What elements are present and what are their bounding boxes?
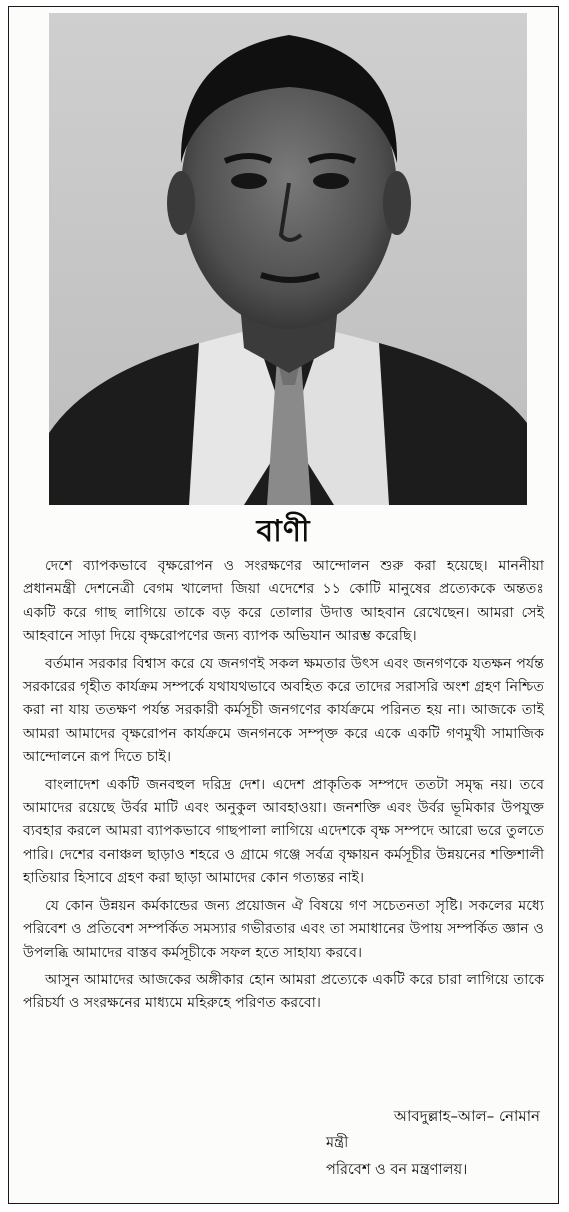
signature-block: [320, 1103, 540, 1184]
signatory-designation: মন্ত্রী: [326, 1135, 349, 1151]
message-paragraph: বর্তমান সরকার বিশ্বাস করে যে জনগণই সকল ক্ষমতার উৎস এবং জনগণকে যতক্ষন পর্যন্ত সরকারের গৃহীত কার্যক্রম সম্পর্কে যথাযথভাবে অবহিত করে তাদের সরাসরি অংশ গ্রহণ নিশ্চিত করা না যায় ততক্ষণ পর্যন্ত সরকারী কর্মসূচী জনগণের কার্যক্রমে পরিনত হয় না। আজকে তাই আমরা আমাদের বৃক্ষরোপন কার্যক্রমে জনগনকে সম্পৃক্ত করে একে একটি গণমুখী সামাজিক আন্দোলনে রূপ দিতে চাই।: [23, 655, 544, 766]
signatory-ministry: পরিবেশ ও বন মন্ত্রণালয়।: [326, 1162, 468, 1178]
message-paragraph: আসুন আমাদের আজকের অঙ্গীকার হোন আমরা প্রত্যেকে একটি করে চারা লাগিয়ে তাকে পরিচর্যা ও সংরক্ষনের মাধ্যমে মহিরুহে পরিণত করবো।: [23, 971, 544, 1012]
portrait-photo: [49, 13, 527, 505]
portrait-image: [49, 13, 527, 505]
signatory-name: আবদুল্লাহ–আল– নোমান: [393, 1107, 540, 1125]
message-body: [23, 555, 544, 1020]
message-paragraph: বাংলাদেশ একটি জনবহুল দরিদ্র দেশ। এদেশ প্রাকৃতিক সম্পদে ততটা সমৃদ্ধ নয়। তবে আমাদের রয়েছে উর্বর মাটি এবং অনুকুল আবহাওয়া। জনশক্তি এবং উর্বর ভূমিকার উপযুক্ত ব্যবহার করলে আমরা ব্যাপকভাবে গাছপালা লাগিয়ে এদেশকে বৃক্ষ সম্পদে আরো ভরে তুলতে পারি। দেশের বনাঞ্চল ছাড়াও শহরে ও গ্রামে গঞ্জে সর্বত্র বৃক্ষায়ন কর্মসূচীর উন্নয়নের শক্তিশালী হাতিয়ার হিসাবে গ্রহণ করা ছাড়া আমাদের কোন গত্যন্তর নাই।: [23, 776, 544, 887]
message-paragraph: দেশে ব্যাপকভাবে বৃক্ষরোপন ও সংরক্ষণের আন্দোলন শুরু করা হয়েছে। মাননীয়া প্রধানমন্ত্রী দেশনেত্রী বেগম খালেদা জিয়া এদেশের ১১ কোটি মানুষের প্রত্যেককে অন্ততঃ একটি করে গাছ লাগিয়ে তাকে বড় করে তোলার উদাত্ত আহবান রেখেছেন। আমরা সেই আহবানে সাড়া দিয়ে বৃক্ষরোপণের জন্য ব্যাপক অভিযান আরম্ভ করেছি।: [23, 558, 544, 645]
message-title: বাণী: [256, 514, 311, 549]
message-card: [8, 6, 559, 1204]
message-paragraph: যে কোন উন্নয়ন কর্মকান্ডের জন্য প্রয়োজন ঐ বিষয়ে গণ সচেতনতা সৃষ্টি। সকলের মধ্যে পরিবেশ ও প্রতিবেশ সম্পর্কিত সমস্যার গভীরতার এবং তা সমাধানের উপায় সম্পর্কিত জ্ঞান ও উপলব্ধি আমাদের বাস্তব কর্মসূচীকে সফল হতে সাহায্য করবে।: [23, 897, 544, 961]
